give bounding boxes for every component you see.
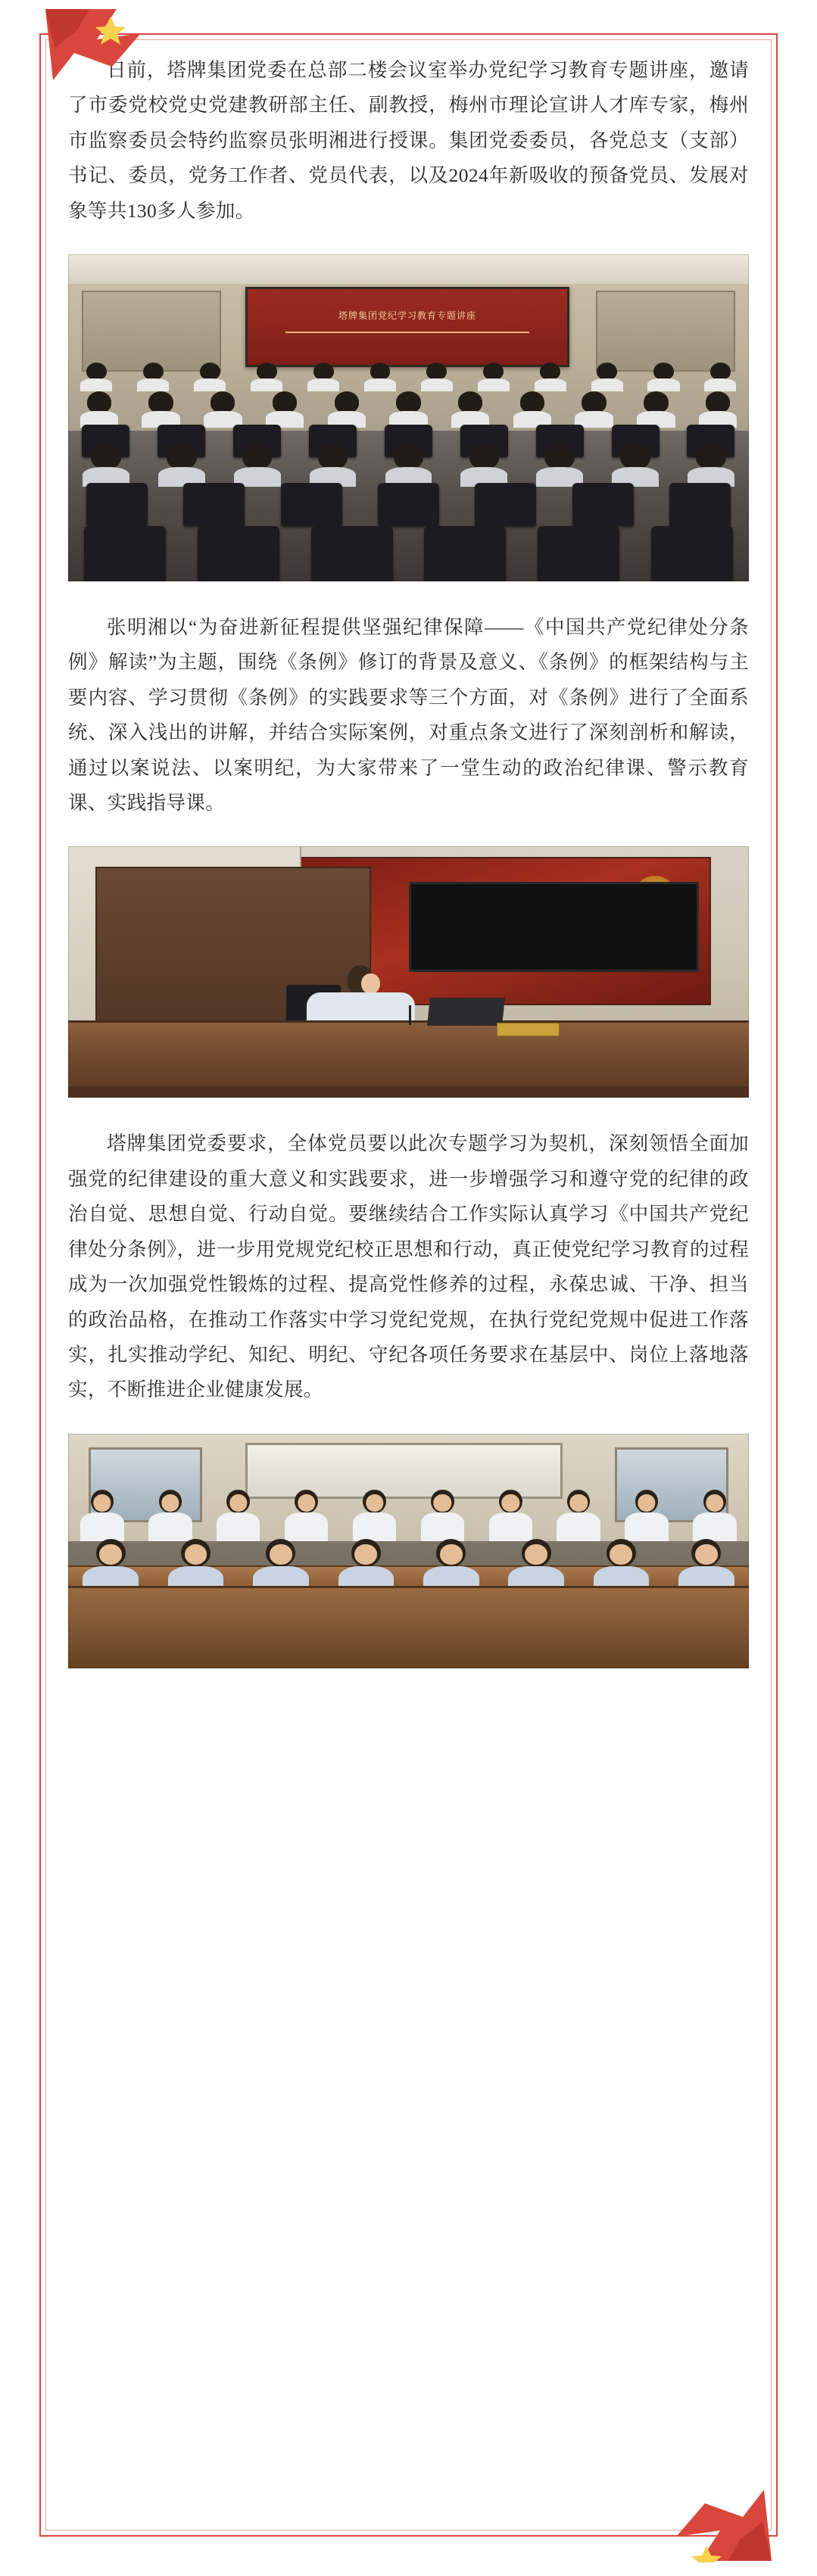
photo3-attendee-row-back xyxy=(68,1490,749,1541)
photo2-microphone xyxy=(409,1005,411,1025)
photo1-chair-row-2 xyxy=(68,483,749,525)
photo-speaker-podium xyxy=(68,846,749,1098)
photo1-projection-screen xyxy=(245,287,570,366)
photo2-desk-front xyxy=(68,1086,749,1098)
photo1-wall-panel-left xyxy=(82,291,221,372)
photo1-screen-title: 塔牌集团党纪学习教育专题讲座 xyxy=(338,310,476,322)
photo1-ceiling xyxy=(68,254,749,284)
red-ribbon-bottom-right-icon xyxy=(660,2479,773,2562)
photo1-screen-underline xyxy=(285,332,529,333)
photo2-nameplate xyxy=(497,1023,560,1037)
photo2-laptop xyxy=(428,998,506,1026)
paragraph-1: 日前，塔牌集团党委在总部二楼会议室举办党纪学习教育专题讲座，邀请了市委党校党史党建教研部主任、副教授，梅州市理论宣讲人才库专家，梅州市监察委员会特约监察员张明湘进行授课。集团党委委员，各党总支（支部）书记、委员，党务工作者、党员代表，以及2024年新吸收的预备党员、发展对象等共130多人参加。 xyxy=(68,59,749,222)
photo1-wall-panel-right xyxy=(596,291,735,372)
photo-audience-front xyxy=(68,1434,749,1668)
photo2-speaker-face xyxy=(361,973,380,994)
red-ribbon-top-left-icon xyxy=(44,8,157,91)
figure-lecture-hall xyxy=(68,254,749,581)
photo2-monitor xyxy=(409,882,700,972)
figure-audience-front xyxy=(68,1434,749,1668)
photo3-table-front xyxy=(68,1586,749,1668)
figure-speaker xyxy=(68,846,749,1098)
photo1-attendee-row-3 xyxy=(68,444,749,487)
photo1-attendee-row-1 xyxy=(68,363,749,392)
photo1-attendee-row-2 xyxy=(68,391,749,428)
paragraph-3: 塔牌集团党委要求，全体党员要以此次专题学习为契机，深刻领悟全面加强党的纪律建设的重大意义和实践要求，进一步增强学习和遵守党的纪律的政治自觉、思想自觉、行动自觉。要继续结合工作实际认真学习《中国共产党纪律处分条例》，进一步用党规党纪校正思想和行动，真正使党纪学习教育的过程成为一次加强党性锻炼的过程、提高党性修养的过程，永葆忠诚、干净、担当的政治品格，在推动工作落实中学习党纪党规，在执行党纪党规中促进工作落实，扎实推动学纪、知纪、明纪、守纪各项任务要求在基层中、岗位上落地落实，不断推进企业健康发展。 xyxy=(68,1132,749,1401)
paragraph-2: 张明湘以“为奋进新征程提供坚强纪律保障——《中国共产党纪律处分条例》解读”为主题，围绕《条例》修订的背景及意义、《条例》的框架结构与主要内容、学习贯彻《条例》的实践要求等三个方面，对《条例》进行了全面系统、深入浅出的讲解，并结合实际案例，对重点条文进行了深刻剖析和解读，通过以案说法、以案明纪，为大家带来了一堂生动的政治纪律课、警示教育课、实践指导课。 xyxy=(68,616,749,815)
photo1-chair-row-3 xyxy=(68,526,749,581)
photo2-desk xyxy=(68,1020,749,1098)
photo-lecture-hall-audience-back xyxy=(68,254,749,581)
